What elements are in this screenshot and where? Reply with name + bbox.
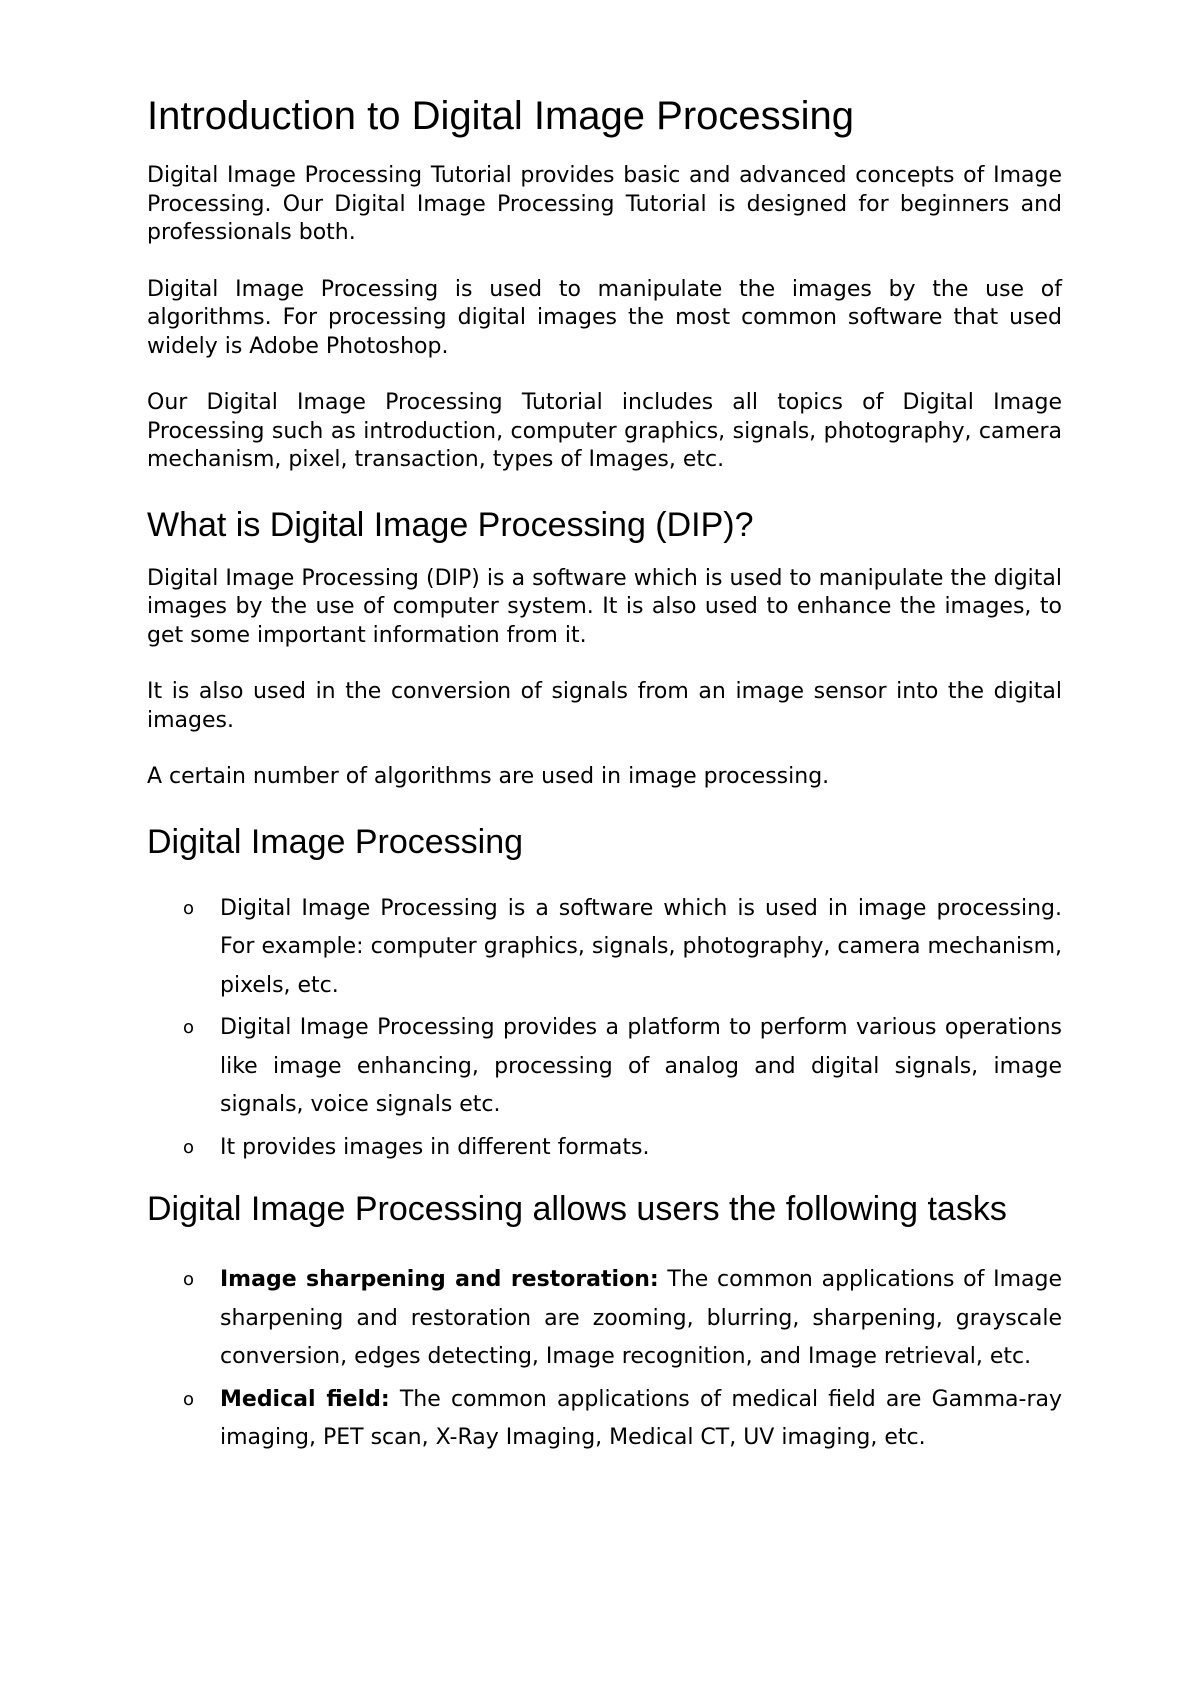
list-item-term: Medical field: (220, 1386, 390, 1412)
bullet-marker: o (183, 1017, 195, 1038)
list-item-text: Digital Image Processing provides a platform to perform various operations like image enhancing, processing of analog and digital signals, image signals, voice signals etc. (220, 1015, 1062, 1117)
list-item (183, 1009, 1062, 1125)
section-heading-tasks: Digital Image Processing allows users the following tasks (147, 1190, 1007, 1228)
section-heading-dip: Digital Image Processing (147, 822, 524, 861)
document-page (147, 92, 1062, 1478)
bullet-marker: o (183, 1388, 195, 1410)
list-item (183, 1381, 1062, 1458)
bullet-marker: o (183, 1269, 195, 1290)
section-heading-what-is-dip: What is Digital Image Processing (DIP)? (147, 505, 754, 544)
what-paragraph-1: Digital Image Processing (DIP) is a software which is used to manipulate the digital images by the use of computer system. It is also used to enhance the images, to get some important information from it. (147, 565, 1062, 648)
list-item-term: Image sharpening and restoration: (220, 1267, 659, 1292)
bullet-marker: o (183, 1136, 195, 1158)
what-paragraph-2: It is also used in the conversion of signals from an image sensor into the digital images. (147, 679, 1062, 733)
bullet-marker: o (183, 897, 195, 919)
dip-bullet-list (147, 890, 1062, 1168)
intro-paragraph-2: Digital Image Processing is used to manipulate the images by the use of algorithms. For processing digital images the most common software that used widely is Adobe Photoshop. (147, 276, 1062, 359)
what-paragraph-3: A certain number of algorithms are used in image processing. (147, 764, 830, 789)
tasks-bullet-list (147, 1261, 1062, 1458)
list-item-text: It provides images in different formats. (220, 1134, 650, 1160)
list-item (183, 1261, 1063, 1377)
list-item-text: The common applications of Image sharpening and restoration are zooming, blurring, sharpening, grayscale conversion, edges detecting, Image recognition, and Image retrieval, etc. (220, 1267, 1063, 1369)
intro-paragraph-1: Digital Image Processing Tutorial provides basic and advanced concepts of Image Processing. Our Digital Image Processing Tutorial is designed for beginners and professionals both. (147, 163, 1062, 245)
list-item (183, 1129, 1062, 1168)
list-item-text: Digital Image Processing is a software which is used in image processing. For example: computer graphics, signals, photography, camera mechanism, pixels, etc. (220, 895, 1062, 998)
document-title: Introduction to Digital Image Processing (147, 94, 855, 138)
list-item (183, 890, 1062, 1006)
list-item-text: The common applications of medical field are Gamma-ray imaging, PET scan, X-Ray Imaging, Medical CT, UV imaging, etc. (220, 1386, 1062, 1450)
intro-paragraph-3: Our Digital Image Processing Tutorial includes all topics of Digital Image Processing such as introduction, computer graphics, signals, photography, camera mechanism, pixel, transaction, types of Images, etc. (147, 390, 1062, 472)
